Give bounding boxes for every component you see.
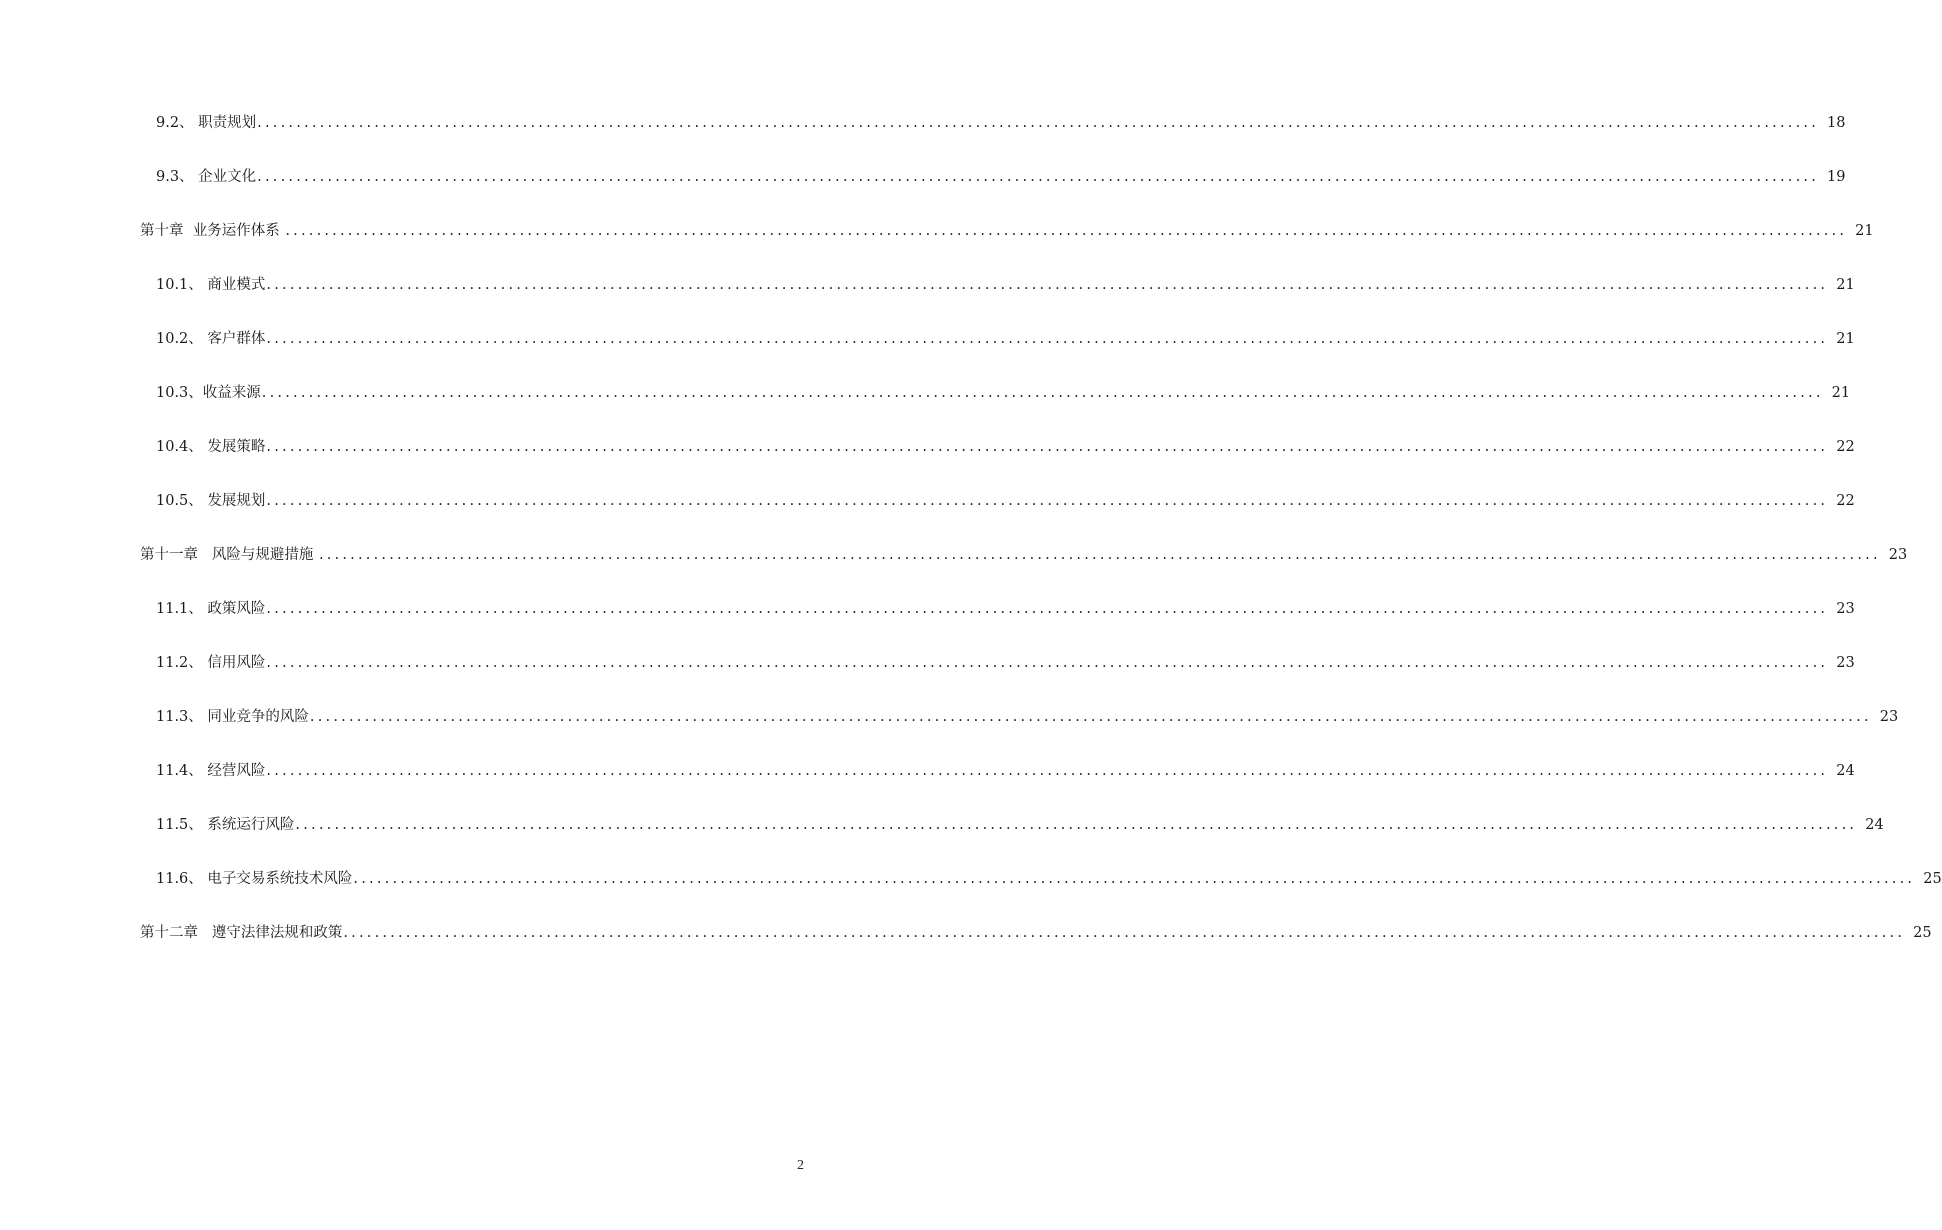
- toc-entry-page: 22: [1836, 493, 1855, 509]
- toc-entry-title: 10.5、 发展规划: [156, 493, 266, 509]
- toc-entry-page: 18: [1827, 115, 1846, 131]
- toc-entry-title: 11.5、 系统运行风险: [156, 817, 295, 833]
- toc-entry[interactable]: [156, 811, 1884, 865]
- toc-entry-title: 11.1、 政策风险: [156, 601, 266, 617]
- toc-dot-leader: ........................................................................................................................................................................................................: [257, 169, 1819, 185]
- toc-entry[interactable]: [156, 379, 1851, 433]
- toc-entry-title: 9.3、 企业文化: [156, 169, 257, 185]
- toc-entry-title: 11.3、 同业竞争的风险: [156, 709, 309, 725]
- toc-dot-leader: ........................................................................................................................................................................................................: [353, 871, 1916, 887]
- toc-chapter-entry[interactable]: [140, 541, 1908, 595]
- toc-dot-leader: ........................................................................................................................................................................................................: [266, 331, 1829, 347]
- toc-entry-page: 21: [1836, 277, 1855, 293]
- toc-entry-title: 11.6、 电子交易系统技术风险: [156, 871, 353, 887]
- toc-entry-page: 22: [1836, 439, 1855, 455]
- toc-entry[interactable]: [156, 865, 1942, 919]
- toc-entry[interactable]: [156, 325, 1855, 379]
- toc-entry[interactable]: [156, 487, 1855, 541]
- toc-entry-page: 25: [1923, 871, 1942, 887]
- toc-dot-leader: ........................................................................................................................................................................................................: [343, 925, 1906, 941]
- toc-entry[interactable]: [156, 757, 1855, 811]
- toc-dot-leader: ........................................................................................................................................................................................................: [266, 439, 1829, 455]
- toc-dot-leader: ........................................................................................................................................................................................................: [257, 115, 1819, 131]
- toc-entry-page: 21: [1855, 223, 1874, 239]
- toc-dot-leader: ........................................................................................................................................................................................................: [318, 547, 1881, 563]
- toc-entry[interactable]: [156, 649, 1855, 703]
- toc-entry-page: 19: [1827, 169, 1846, 185]
- toc-entry[interactable]: [156, 595, 1855, 649]
- toc-entry[interactable]: [156, 703, 1899, 757]
- toc-chapter-entry[interactable]: [140, 919, 1932, 973]
- toc-entry-page: 23: [1836, 655, 1855, 671]
- toc-entry-title: 10.2、 客户群体: [156, 331, 266, 347]
- toc-dot-leader: ........................................................................................................................................................................................................: [295, 817, 1858, 833]
- toc-entry-title: 第十二章 遵守法律法规和政策: [140, 925, 343, 941]
- toc-entry-title: 10.3、收益来源: [156, 385, 261, 401]
- toc-dot-leader: ........................................................................................................................................................................................................: [266, 493, 1829, 509]
- toc-entry[interactable]: [156, 163, 1846, 217]
- toc-chapter-entry[interactable]: [140, 217, 1874, 271]
- toc-entry[interactable]: [156, 271, 1855, 325]
- toc-entry-title: 9.2、 职责规划: [156, 115, 257, 131]
- toc-dot-leader: ........................................................................................................................................................................................................: [266, 763, 1829, 779]
- toc-dot-leader: ........................................................................................................................................................................................................: [266, 655, 1829, 671]
- toc-entry-title: 第十一章 风险与规避措施: [140, 547, 318, 563]
- toc-dot-leader: ........................................................................................................................................................................................................: [266, 277, 1829, 293]
- table-of-contents: [0, 109, 1942, 973]
- toc-entry-page: 23: [1888, 547, 1908, 563]
- toc-entry-page: 25: [1913, 925, 1932, 941]
- toc-entry-title: 11.2、 信用风险: [156, 655, 266, 671]
- toc-entry-page: 21: [1831, 385, 1851, 401]
- toc-dot-leader: ........................................................................................................................................................................................................: [309, 709, 1872, 725]
- toc-dot-leader: ........................................................................................................................................................................................................: [261, 385, 1824, 401]
- toc-entry-page: 24: [1836, 763, 1855, 779]
- toc-entry-page: 21: [1836, 331, 1855, 347]
- toc-entry[interactable]: [156, 109, 1846, 163]
- toc-entry-page: 23: [1879, 709, 1899, 725]
- toc-entry-page: 24: [1865, 817, 1884, 833]
- toc-entry-title: 第十章 业务运作体系: [140, 223, 285, 239]
- toc-entry-title: 11.4、 经营风险: [156, 763, 266, 779]
- toc-entry-title: 10.1、 商业模式: [156, 277, 266, 293]
- page-number: 2: [797, 1158, 804, 1173]
- toc-dot-leader: ........................................................................................................................................................................................................: [266, 601, 1829, 617]
- toc-entry-page: 23: [1836, 601, 1855, 617]
- toc-entry[interactable]: [156, 433, 1855, 487]
- toc-dot-leader: ........................................................................................................................................................................................................: [285, 223, 1848, 239]
- toc-entry-title: 10.4、 发展策略: [156, 439, 266, 455]
